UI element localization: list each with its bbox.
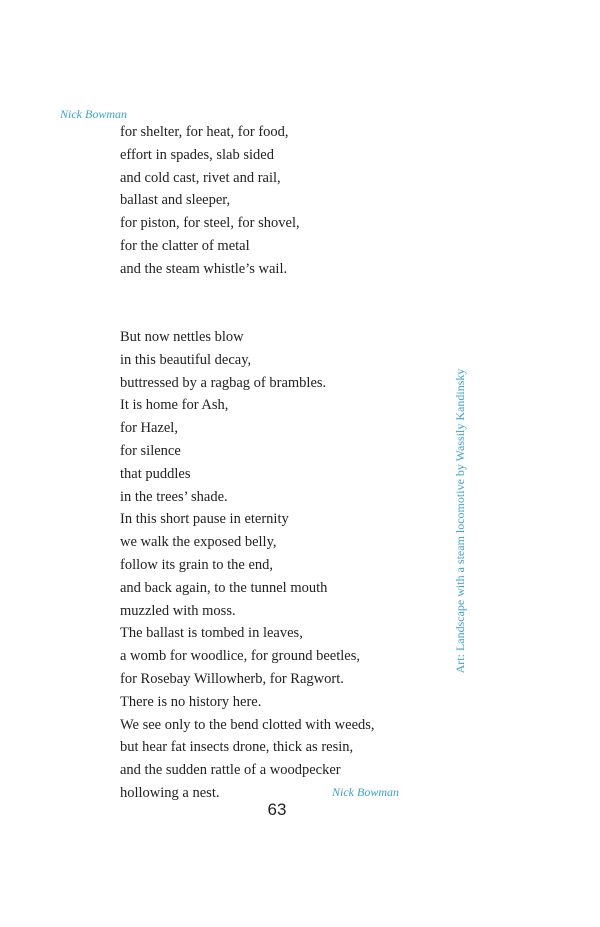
poem-line: follow its grain to the end, xyxy=(120,556,274,573)
poem-line: for Rosebay Willowherb, for Ragwort. xyxy=(120,670,344,687)
poem-line: for silence xyxy=(120,442,181,459)
poem-line: In this short pause in eternity xyxy=(120,511,289,528)
poem-line: for shelter, for heat, for food, xyxy=(120,124,289,140)
poem-line: a womb for woodlice, for ground beetles, xyxy=(120,648,360,665)
poem-stanza-2 xyxy=(120,326,375,805)
footer-author: Nick Bowman xyxy=(332,785,399,799)
poem-stanza-1 xyxy=(120,121,300,281)
poem-line: and the sudden rattle of a woodpecker xyxy=(120,762,341,779)
poem-line: muzzled with moss. xyxy=(120,602,236,619)
poem-line: The ballast is tombed in leaves, xyxy=(120,625,303,642)
poem-line: in the trees’ shade. xyxy=(120,488,228,505)
poem-line: buttressed by a ragbag of brambles. xyxy=(120,374,327,391)
page-number: 63 xyxy=(267,800,287,819)
poem-line: ballast and sleeper, xyxy=(120,192,231,209)
poem-line: hollowing a nest. xyxy=(120,784,220,801)
poem-line: There is no history here. xyxy=(120,693,262,710)
poem-line: We see only to the bend clotted with weeds, xyxy=(120,716,375,733)
poem-line: effort in spades, slab sided xyxy=(120,146,274,163)
poem-line: for the clatter of metal xyxy=(120,237,250,254)
poem-line: and back again, to the tunnel mouth xyxy=(120,579,328,596)
poem-line: but hear fat insects drone, thick as resin, xyxy=(120,739,354,756)
poem-line: and cold cast, rivet and rail, xyxy=(120,169,281,186)
header-author: Nick Bowman xyxy=(60,107,127,121)
poem-line: that puddles xyxy=(120,465,191,482)
art-credit: Art: Landscape with a steam locomotive by Wassily Kandinsky xyxy=(453,368,467,674)
poem-line: But now nettles blow xyxy=(120,329,244,345)
poem-line: we walk the exposed belly, xyxy=(120,534,277,551)
poem-line: for piston, for steel, for shovel, xyxy=(120,215,300,232)
poem-line: in this beautiful decay, xyxy=(120,351,252,368)
poem-line: for Hazel, xyxy=(120,420,178,437)
poem-line: and the steam whistle’s wail. xyxy=(120,260,288,277)
poem-line: It is home for Ash, xyxy=(120,397,229,414)
